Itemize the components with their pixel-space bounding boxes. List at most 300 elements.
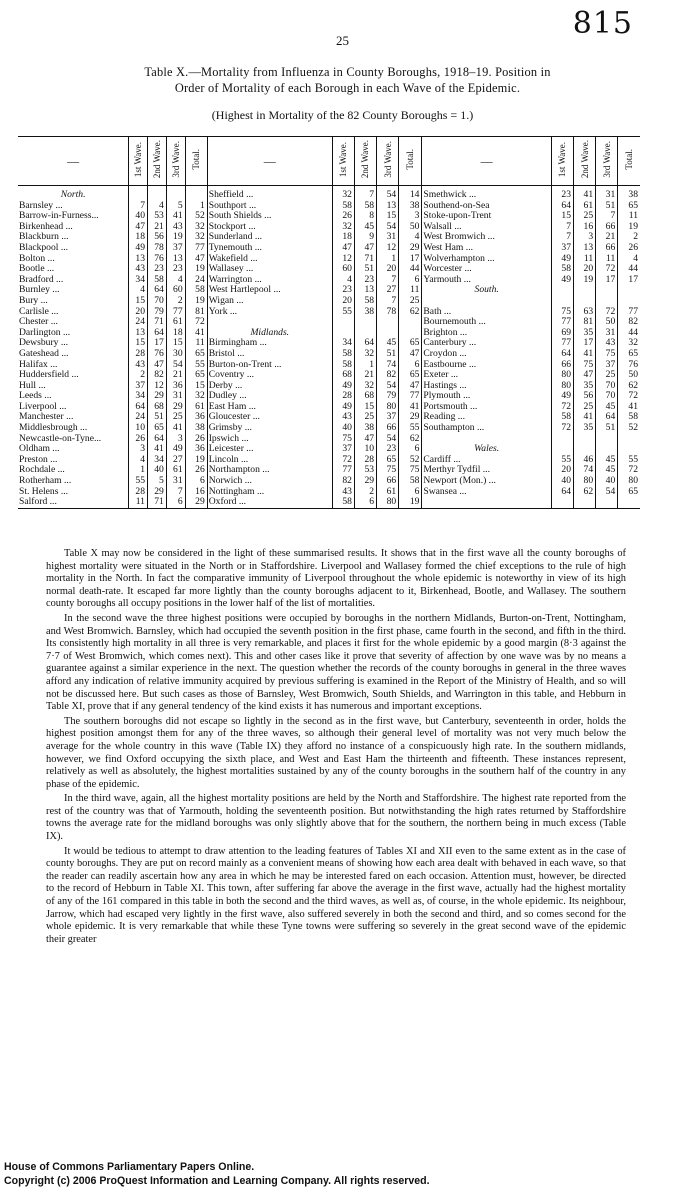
total-rank: 41 [628, 401, 638, 412]
wave2-rank: 35 [574, 423, 596, 434]
wave1-rank: 58 [332, 349, 354, 360]
wave2-rank: 47 [354, 243, 376, 254]
wave1-rank: 68 [332, 370, 354, 381]
wave2-rank: 63 [574, 307, 596, 318]
mortality-table-body [18, 186, 640, 509]
wave3-rank: 31 [596, 186, 618, 201]
wave1-rank: 15 [129, 296, 148, 307]
total-rank: 17 [399, 254, 422, 265]
wave1-rank: 64 [551, 349, 573, 360]
mortality-table [18, 136, 640, 509]
wave2-rank: 65 [147, 423, 166, 434]
wave3-rank: 13 [166, 254, 185, 265]
total-rank: 32 [628, 338, 638, 349]
borough-name: Walsall ... [422, 222, 551, 233]
wave2-rank: 15 [354, 402, 376, 413]
borough-name: Birkenhead ... [18, 222, 129, 233]
handwritten-page-number: 815 [572, 6, 633, 41]
header-total-col-3: Total. [618, 137, 640, 186]
total-rank: 65 [399, 370, 422, 381]
table-row [18, 232, 640, 243]
total-rank: 41 [185, 328, 207, 339]
borough-name: Reading ... [422, 412, 551, 423]
wave2-rank: 35 [574, 328, 596, 339]
borough-name: Swansea ... [422, 487, 551, 498]
wave2-rank: 23 [354, 275, 376, 286]
empty-cell [551, 497, 573, 508]
wave2-rank: 2 [354, 487, 376, 498]
empty-cell [618, 434, 640, 445]
total-rank: 17 [628, 274, 638, 285]
wave2-rank: 62 [574, 487, 596, 498]
borough-name: Stoke-upon-Trent [422, 211, 551, 222]
total-rank: 6 [185, 476, 207, 487]
wave1-rank: 7 [129, 201, 148, 212]
total-rank: 58 [399, 476, 422, 487]
wave1-rank: 75 [332, 434, 354, 445]
wave2-rank: 41 [574, 412, 596, 423]
wave3-rank: 54 [166, 360, 185, 371]
wave3-rank: 45 [377, 338, 399, 349]
borough-name: Southport ... [207, 201, 332, 212]
wave3-rank: 74 [377, 360, 399, 371]
wave1-rank: 64 [129, 402, 148, 413]
borough-name: Hastings ... [422, 381, 551, 392]
wave1-rank: 7 [551, 232, 573, 243]
wave3-rank: 3 [166, 434, 185, 445]
wave3-rank: 45 [596, 465, 618, 476]
borough-name: Merthyr Tydfil ... [422, 465, 551, 476]
wave2-rank: 64 [147, 328, 166, 339]
total-rank: 65 [628, 486, 638, 497]
borough-name: Preston ... [18, 455, 129, 466]
wave1-rank: 58 [332, 201, 354, 212]
total-rank: 50 [628, 370, 638, 381]
borough-name: Lincoln ... [207, 455, 332, 466]
total-rank: 19 [185, 264, 207, 275]
header-wave2-col-2: 2nd Wave. [354, 137, 376, 186]
wave2-rank: 21 [354, 370, 376, 381]
wave3-rank: 25 [166, 412, 185, 423]
total-rank: 52 [628, 423, 638, 434]
borough-name: Newcastle-on-Tyne... [18, 434, 129, 445]
borough-name: Warrington ... [207, 275, 332, 286]
wave3-rank: 51 [596, 201, 618, 212]
wave2-rank: 53 [147, 211, 166, 222]
borough-name: Southend-on-Sea [422, 201, 551, 212]
borough-name: Gloucester ... [207, 412, 332, 423]
table-row [18, 285, 640, 296]
wave3-rank: 4 [166, 275, 185, 286]
wave1-rank: 28 [129, 487, 148, 498]
wave3-rank: 31 [596, 328, 618, 339]
wave1-rank: 2 [129, 370, 148, 381]
table-row [18, 349, 640, 360]
empty-cell [596, 296, 618, 307]
wave3-rank: 75 [596, 349, 618, 360]
empty-cell [129, 186, 148, 201]
borough-name: Dewsbury ... [18, 338, 129, 349]
borough-name: Derby ... [207, 381, 332, 392]
wave2-rank: 32 [354, 381, 376, 392]
wave2-rank: 64 [354, 338, 376, 349]
wave3-rank: 12 [377, 243, 399, 254]
borough-name: Bradford ... [18, 275, 129, 286]
borough-name: Manchester ... [18, 412, 129, 423]
total-rank: 32 [185, 232, 207, 243]
table-row [18, 264, 640, 275]
total-rank: 26 [628, 242, 638, 253]
wave2-rank: 16 [574, 222, 596, 233]
wave2-rank: 68 [147, 402, 166, 413]
region-heading: South. [422, 285, 551, 296]
body-paragraph: It would be tedious to attempt to draw attention to the leading features of Tables XI and XII even to the same extent as in the case of county boroughs. They are put on record mainly as a convenient means of showing how each area dealt with behaved in each wave, so that the reader can readily ascertain how any area in which he may be interested fared on each occasion. Attention must, however, be directed to the record of Hebburn in Table XI. This town, after suffering far above the average in the first wave, actually had the highest mortality of any of the 161 compared in this table in both the second and the third waves, as well as, of course, in the whole epidemic. Its neighbour, Jarrow, which had escaped very lightly in the first wave, also suffered severely in both the second and third, and so comes second for the whole epidemic. It is very remarkable that while these Tyne towns were suffering so severely in the great second wave of the epidemic their greater [46, 845, 626, 945]
wave3-rank: 54 [377, 222, 399, 233]
wave1-rank: 47 [332, 243, 354, 254]
total-rank: 11 [399, 285, 422, 296]
total-rank: 25 [399, 296, 422, 307]
wave1-rank: 26 [129, 434, 148, 445]
body-paragraph: Table X may now be considered in the light of these summarised results. It shows that in the first wave all the county boroughs of highest mortality were situated in the North or in Staffordshire. Liverpool and Wallasey formed the chief exceptions to the rule of high mortality in the North. In fact the comparative immunity of Liverpool throughout the whole epidemic is noteworthy in view of its high normal death-rate. It escaped far more lightly than the county boroughs adjacent to it, Birkenhead, Bootle, and Wallasey. The southern county boroughs all occupy positions in the lower half of the list of mortalities. [46, 548, 626, 610]
table-title-line-1: Table X.—Mortality from Influenza in County Boroughs, 1918–19. Position in [144, 65, 551, 79]
empty-cell [399, 317, 422, 328]
borough-name: West Bromwich ... [422, 232, 551, 243]
wave1-rank: 66 [551, 360, 573, 371]
total-rank: 55 [185, 360, 207, 371]
borough-name: Birmingham ... [207, 338, 332, 349]
wave2-rank: 80 [574, 476, 596, 487]
wave3-rank: 66 [596, 222, 618, 233]
copyright-footer [4, 1160, 430, 1188]
body-paragraph: In the second wave the three highest positions were occupied by boroughs in the northern Midlands, Burton-on-Trent, Nottingham, and West Bromwich. Barnsley, which had occupied the seventh position in the first phase, came fourth in the second, and fifth in the third. Its consistently high mortality in all three is very remarkable, and places it first for the whole epidemic by a good margin (8·3 against the 7·7 of West Bromwich, which comes next). This and other cases like it prove that severity of affection by one wave was by no means a guarantee against a similar experience in the next. The question whether the records of the county boroughs in general in the three waves afford any indication of relative immunity acquired by previous suffering is examined in the Report of the Ministry of Health, and so will not be discussed here. But such cases as those of Barnsley, West Bromwich, South Shields, and Warrington in this table, and Hebburn in Table XI, prove that if any general tendency of the kind exists it has numerous and important exceptions. [46, 612, 626, 713]
total-rank: 6 [399, 444, 422, 455]
total-rank: 65 [628, 200, 638, 211]
wave1-rank: 3 [129, 444, 148, 455]
wave3-rank: 13 [377, 201, 399, 212]
total-rank: 11 [185, 338, 207, 349]
header-wave2-col-1: 2nd Wave. [147, 137, 166, 186]
wave3-rank: 6 [166, 497, 185, 508]
table-row [18, 391, 640, 402]
wave1-rank: 49 [551, 391, 573, 402]
wave2-rank: 41 [574, 186, 596, 201]
wave3-rank: 23 [166, 264, 185, 275]
total-rank: 6 [399, 487, 422, 498]
table-row [18, 423, 640, 434]
borough-name: Grimsby ... [207, 423, 332, 434]
borough-name: Oxford ... [207, 497, 332, 508]
total-rank: 47 [399, 349, 422, 360]
wave2-rank: 32 [354, 349, 376, 360]
wave3-rank: 23 [377, 444, 399, 455]
wave1-rank: 40 [129, 211, 148, 222]
wave3-rank: 29 [166, 402, 185, 413]
wave1-rank: 4 [129, 455, 148, 466]
wave1-rank: 43 [332, 412, 354, 423]
wave2-rank: 25 [574, 402, 596, 413]
wave1-rank: 49 [129, 243, 148, 254]
borough-name: Stockport ... [207, 222, 332, 233]
empty-cell [166, 186, 185, 201]
empty-cell [596, 285, 618, 296]
total-rank: 36 [185, 412, 207, 423]
wave1-rank: 55 [129, 476, 148, 487]
wave1-rank: 49 [551, 254, 573, 265]
borough-name: Plymouth ... [422, 391, 551, 402]
wave2-rank: 58 [147, 275, 166, 286]
table-row [18, 296, 640, 307]
table-row [18, 201, 640, 212]
header-total-col-1: Total. [185, 137, 207, 186]
wave1-rank: 24 [129, 412, 148, 423]
wave2-rank: 61 [574, 201, 596, 212]
wave3-rank: 54 [377, 186, 399, 201]
wave1-rank: 75 [551, 307, 573, 318]
body-paragraph: The southern boroughs did not escape so lightly in the second as in the first wave, but Canterbury, seventeenth in order, holds the highest position amongst them for any of the three waves, so although their general level of mortality was not very much below the average for the whole country in this wave (Table IX) they afford no instance of a conspicuously high rate. In the southern midlands, however, we find Oxford occupying the sixth place, and West and East Ham the thirteenth and fifteenth. These instances represent, relatively as well as absolutely, the highest mortalities sustained by any of the county boroughs in the southern half of the country in any phase of the epidemic. [46, 715, 626, 790]
wave3-rank: 79 [377, 391, 399, 402]
empty-cell [551, 296, 573, 307]
wave3-rank: 80 [377, 402, 399, 413]
wave2-rank: 71 [147, 497, 166, 508]
total-rank: 1 [185, 201, 207, 212]
empty-cell [399, 328, 422, 339]
borough-name: Barrow-in-Furness... [18, 211, 129, 222]
borough-name: Cardiff ... [422, 455, 551, 466]
wave3-rank: 80 [377, 497, 399, 508]
empty-cell [618, 444, 640, 455]
borough-name: Salford ... [18, 497, 129, 508]
total-rank: 58 [628, 412, 638, 423]
borough-name: Chester ... [18, 317, 129, 328]
wave2-rank: 12 [147, 381, 166, 392]
total-rank: 55 [399, 423, 422, 434]
wave2-rank: 58 [354, 296, 376, 307]
empty-cell [551, 444, 573, 455]
wave1-rank: 58 [332, 360, 354, 371]
wave3-rank: 41 [166, 423, 185, 434]
total-rank: 44 [399, 264, 422, 275]
wave3-rank: 54 [596, 487, 618, 498]
borough-name: Norwich ... [207, 476, 332, 487]
wave1-rank: 20 [129, 307, 148, 318]
wave3-rank: 30 [166, 349, 185, 360]
wave1-rank: 80 [551, 370, 573, 381]
wave1-rank: 28 [129, 349, 148, 360]
wave2-rank: 70 [147, 296, 166, 307]
borough-name: Burnley ... [18, 285, 129, 296]
wave1-rank: 4 [332, 275, 354, 286]
wave2-rank: 8 [354, 211, 376, 222]
wave1-rank: 24 [129, 317, 148, 328]
table-row [18, 381, 640, 392]
total-rank: 62 [399, 434, 422, 445]
wave1-rank: 13 [129, 328, 148, 339]
borough-name: Wakefield ... [207, 254, 332, 265]
empty-cell [422, 497, 551, 508]
wave3-rank: 37 [377, 412, 399, 423]
table-row [18, 487, 640, 498]
wave2-rank: 71 [354, 254, 376, 265]
total-rank: 58 [185, 285, 207, 296]
table-row [18, 211, 640, 222]
table-row [18, 186, 640, 201]
wave2-rank: 38 [354, 423, 376, 434]
wave2-rank: 13 [574, 243, 596, 254]
total-rank: 38 [399, 201, 422, 212]
wave1-rank: 40 [551, 476, 573, 487]
borough-name: Wallasey ... [207, 264, 332, 275]
wave2-rank: 76 [147, 254, 166, 265]
wave3-rank: 2 [166, 296, 185, 307]
wave3-rank: 45 [596, 402, 618, 413]
total-rank: 80 [628, 476, 638, 487]
empty-cell [332, 328, 354, 339]
region-heading: North. [18, 186, 129, 201]
wave1-rank: 49 [332, 402, 354, 413]
borough-name: Hull ... [18, 381, 129, 392]
total-rank: 47 [185, 254, 207, 265]
borough-name: Ipswich ... [207, 434, 332, 445]
wave3-rank: 18 [166, 328, 185, 339]
borough-name: Bury ... [18, 296, 129, 307]
borough-name: Dudley ... [207, 391, 332, 402]
header-total-col-2: Total. [399, 137, 422, 186]
total-rank: 44 [628, 264, 638, 275]
header-name-col-2: — [207, 137, 332, 186]
borough-name: St. Helens ... [18, 487, 129, 498]
wave2-rank: 71 [147, 317, 166, 328]
wave1-rank: 32 [332, 186, 354, 201]
total-rank: 16 [185, 487, 207, 498]
empty-cell [574, 497, 596, 508]
borough-name: Oldham ... [18, 444, 129, 455]
borough-name: Middlesbrough ... [18, 423, 129, 434]
wave1-rank: 37 [332, 444, 354, 455]
borough-name: Coventry ... [207, 370, 332, 381]
wave1-rank: 47 [129, 222, 148, 233]
borough-name: Bath ... [422, 307, 551, 318]
empty-cell [354, 317, 376, 328]
wave2-rank: 75 [574, 360, 596, 371]
wave1-rank: 58 [551, 264, 573, 275]
borough-name: York ... [207, 307, 332, 318]
borough-name: Leeds ... [18, 391, 129, 402]
empty-cell [377, 328, 399, 339]
wave3-rank: 1 [377, 254, 399, 265]
wave3-rank: 7 [596, 211, 618, 222]
total-rank: 77 [628, 306, 638, 317]
wave2-rank: 41 [574, 349, 596, 360]
wave3-rank: 65 [377, 455, 399, 466]
total-rank: 19 [628, 221, 638, 232]
wave1-rank: 72 [551, 423, 573, 434]
wave2-rank: 9 [354, 232, 376, 243]
wave2-rank: 58 [354, 201, 376, 212]
table-row [18, 370, 640, 381]
wave3-rank: 70 [596, 381, 618, 392]
empty-cell [574, 285, 596, 296]
wave2-rank: 68 [354, 391, 376, 402]
wave3-rank: 54 [377, 381, 399, 392]
wave1-rank: 77 [332, 465, 354, 476]
wave2-rank: 79 [147, 307, 166, 318]
header-wave2-col-3: 2nd Wave. [574, 137, 596, 186]
borough-name: Northampton ... [207, 465, 332, 476]
empty-cell [551, 434, 573, 445]
total-rank: 38 [185, 423, 207, 434]
header-wave1-col-1: 1st Wave. [129, 137, 148, 186]
header-wave1-col-2: 1st Wave. [332, 137, 354, 186]
borough-name: Brighton ... [422, 328, 551, 339]
total-rank: 19 [399, 497, 422, 508]
borough-name: Liverpool ... [18, 402, 129, 413]
borough-name: Exeter ... [422, 370, 551, 381]
wave2-rank: 23 [147, 264, 166, 275]
wave3-rank: 43 [596, 338, 618, 349]
empty-cell [422, 434, 551, 445]
table-row [18, 434, 640, 445]
wave2-rank: 28 [354, 455, 376, 466]
wave2-rank: 6 [354, 497, 376, 508]
wave2-rank: 10 [354, 444, 376, 455]
wave1-rank: 72 [332, 455, 354, 466]
wave3-rank: 7 [377, 275, 399, 286]
total-rank: 77 [399, 391, 422, 402]
wave2-rank: 74 [574, 465, 596, 476]
wave3-rank: 61 [166, 317, 185, 328]
wave1-rank: 23 [332, 285, 354, 296]
total-rank: 24 [185, 275, 207, 286]
wave2-rank: 40 [147, 465, 166, 476]
wave2-rank: 53 [354, 465, 376, 476]
wave2-rank: 20 [574, 264, 596, 275]
total-rank: 52 [185, 211, 207, 222]
borough-name: Smethwick ... [422, 186, 551, 201]
total-rank: 14 [399, 186, 422, 201]
wave2-rank: 56 [574, 391, 596, 402]
borough-name: Nottingham ... [207, 487, 332, 498]
borough-name: Portsmouth ... [422, 402, 551, 413]
borough-name: Wigan ... [207, 296, 332, 307]
total-rank: 65 [399, 338, 422, 349]
wave2-rank: 1 [354, 360, 376, 371]
wave3-rank: 50 [596, 317, 618, 328]
wave1-rank: 11 [129, 497, 148, 508]
total-rank: 62 [399, 307, 422, 318]
empty-cell [618, 296, 640, 307]
footer-line-2: Copyright (c) 2006 ProQuest Information and Learning Company. All rights reserved. [4, 1175, 430, 1187]
region-heading: Wales. [422, 444, 551, 455]
total-rank: 15 [185, 381, 207, 392]
wave3-rank: 45 [596, 455, 618, 466]
empty-cell [354, 328, 376, 339]
total-rank: 81 [185, 307, 207, 318]
total-rank: 41 [399, 402, 422, 413]
total-rank: 44 [628, 327, 638, 338]
total-rank: 82 [628, 317, 638, 328]
wave3-rank: 21 [166, 370, 185, 381]
borough-name: Rochdale ... [18, 465, 129, 476]
borough-name: Worcester ... [422, 264, 551, 275]
header-wave3-col-1: 3rd Wave. [166, 137, 185, 186]
wave1-rank: 58 [551, 412, 573, 423]
wave2-rank: 64 [147, 434, 166, 445]
borough-name: Blackpool ... [18, 243, 129, 254]
wave3-rank: 41 [166, 211, 185, 222]
borough-name: Halifax ... [18, 360, 129, 371]
table-row [18, 307, 640, 318]
wave1-rank: 10 [129, 423, 148, 434]
